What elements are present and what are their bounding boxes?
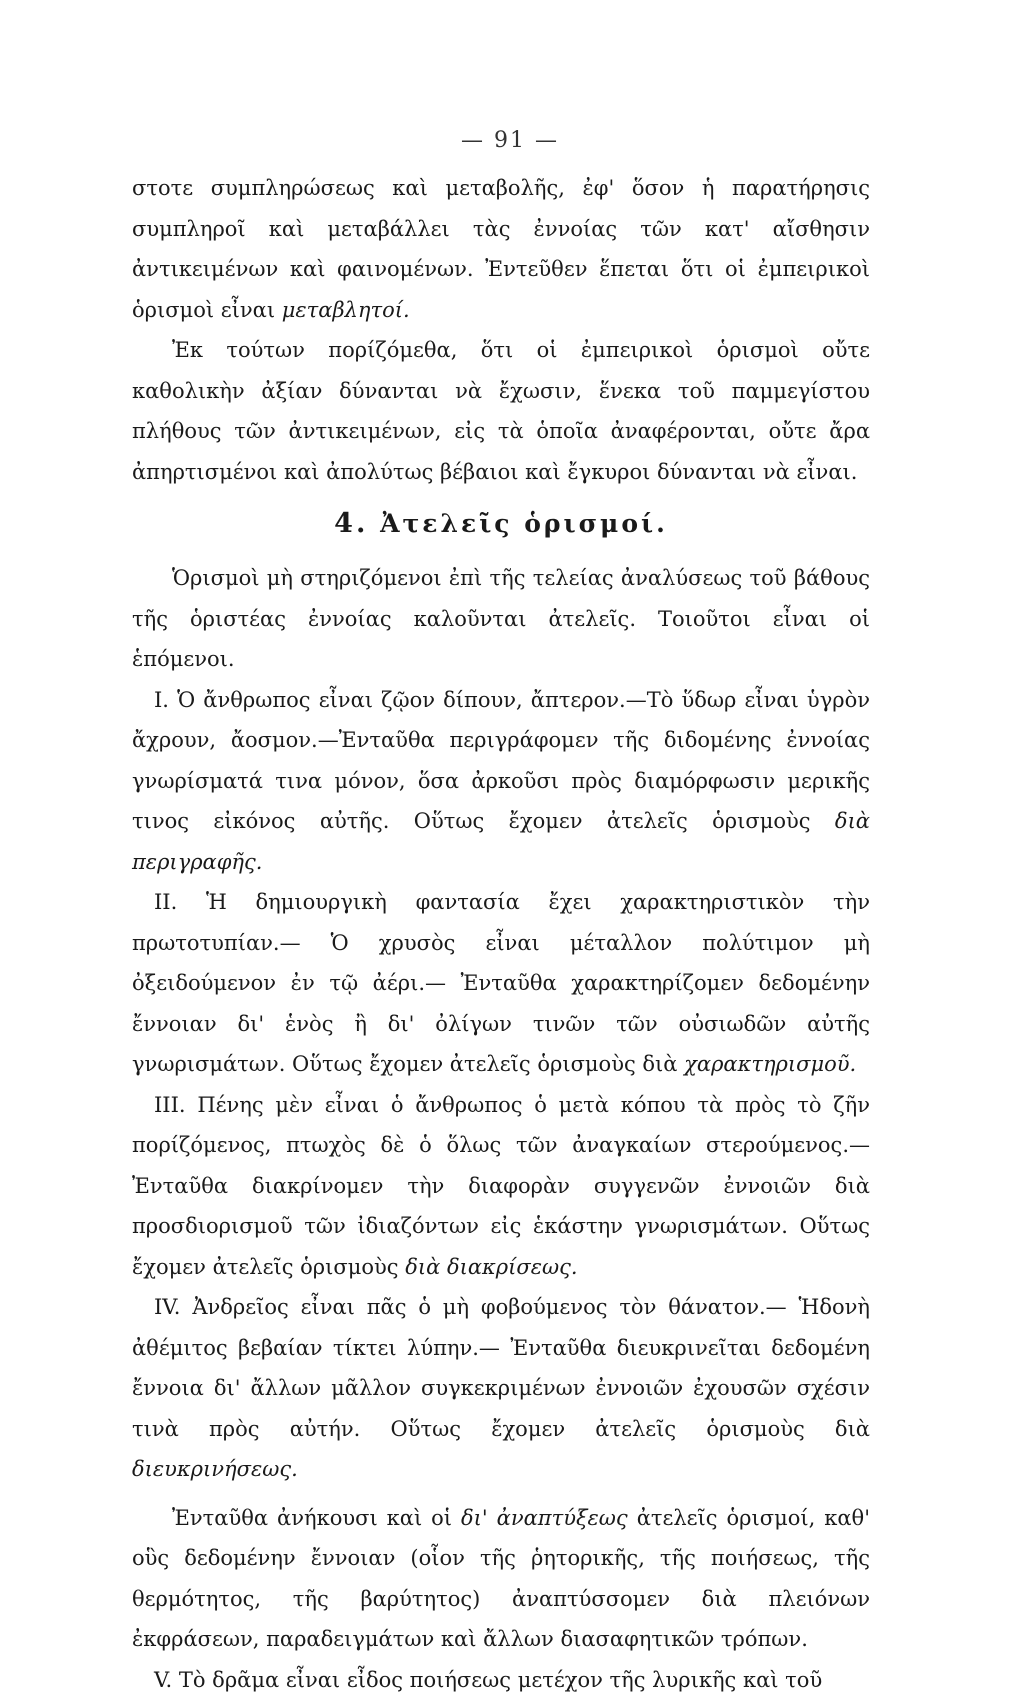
list-item: II. Ἡ δημιουργικὴ φαντασία ἔχει χαρακτηριστικὸν τὴν πρωτοτυπίαν.— Ὁ χρυσὸς εἶναι μέταλλον πολύτιμον μὴ ὀξειδούμενον ἐν τῷ ἀέρι.— Ἐνταῦθα χαρακτηρίζομεν δεδομένην ἔννοιαν δι' ἑνὸς ἢ δι' ὀλίγων τινῶν τῶν οὐσιωδῶν αὐτῆς γνωρισμάτων. Οὕτως ἔχομεν ἀτελεῖς ὁρισμοὺς διὰ χαρακτηρισμοῦ.	[132, 882, 870, 1085]
paragraph: στοτε συμπληρώσεως καὶ μεταβολῆς, ἐφ' ὅσον ἡ παρατήρησις συμπληροῖ καὶ μεταβάλλει τὰς ἐννοίας τῶν κατ' αἴσθησιν ἀντικειμένων καὶ φαινομένων. Ἐντεῦθεν ἕπεται ὅτι οἱ ἐμπειρικοὶ ὁρισμοὶ εἶναι μεταβλητοί.	[132, 168, 870, 330]
item-label: IV.	[154, 1295, 180, 1319]
emphasis: διὰ διακρίσεως.	[405, 1255, 577, 1279]
emphasis: χαρακτηρισμοῦ.	[684, 1052, 856, 1076]
section-number: 4.	[334, 508, 368, 539]
paragraph: Ἐκ τούτων πορίζόμεθα, ὅτι οἱ ἐμπειρικοὶ ὁρισμοὶ οὔτε καθολικὴν ἀξίαν δύνανται νὰ ἔχωσιν, ἕνεκα τοῦ παμμεγίστου πλήθους τῶν ἀντικειμένων, εἰς τὰ ὁποῖα ἀναφέρονται, οὔτε ἄρα ἀπηρτισμένοι καὶ ἀπολύτως βέβαιοι καὶ ἔγκυροι δύνανται νὰ εἶναι.	[132, 330, 870, 492]
emphasis: διευκρινήσεως.	[132, 1457, 298, 1481]
emphasis: μεταβλητοί.	[282, 298, 410, 322]
emphasis: διὰ περιγραφῆς.	[132, 809, 870, 874]
item-label: II.	[154, 890, 177, 914]
item-label: I.	[154, 688, 169, 712]
section-title: Ἀτελεῖς ὁρισμοί.	[380, 509, 668, 538]
item-label: III.	[154, 1093, 186, 1117]
paragraph: Ἐνταῦθα ἀνήκουσι καὶ οἱ δι' ἀναπτύξεως ἀτελεῖς ὁρισμοί, καθ' οὓς δεδομένην ἔννοιαν (οἷον τῆς ῥητορικῆς, τῆς ποιήσεως, τῆς θερμότητος, τῆς βαρύτητος) ἀναπτύσσομεν διὰ πλειόνων ἐκφράσεων, παραδειγμάτων καὶ ἄλλων διασαφητικῶν τρόπων.	[132, 1498, 870, 1660]
body-text	[132, 168, 870, 1700]
list-item: III. Πένης μὲν εἶναι ὁ ἄνθρωπος ὁ μετὰ κόπου τὰ πρὸς τὸ ζῆν πορίζόμενος, πτωχὸς δὲ ὁ ὅλως τῶν ἀναγκαίων στερούμενος.—Ἐνταῦθα διακρίνομεν τὴν διαφορὰν συγγενῶν ἐννοιῶν διὰ προσδιορισμοῦ τῶν ἰδιαζόντων εἰς ἑκάστην γνωρισμάτων. Οὕτως ἔχομεν ἀτελεῖς ὁρισμοὺς διὰ διακρίσεως.	[132, 1085, 870, 1288]
emphasis: δι' ἀναπτύξεως	[461, 1506, 628, 1530]
list-item: I. Ὁ ἄνθρωπος εἶναι ζῷον δίπουν, ἄπτερον.—Τὸ ὕδωρ εἶναι ὑγρὸν ἄχρουν, ἄοσμον.—Ἐνταῦθα περιγράφομεν τῆς διδομένης ἐννοίας γνωρίσματά τινα μόνον, ὅσα ἀρκοῦσι πρὸς διαμόρφωσιν μερικῆς τινος εἰκόνος αὐτῆς. Οὕτως ἔχομεν ἀτελεῖς ὁρισμοὺς διὰ περιγραφῆς.	[132, 680, 870, 883]
page-number: — 91 —	[0, 128, 1020, 153]
section-heading	[132, 504, 870, 544]
list-item: V. Τὸ δρᾶμα εἶναι εἶδος ποιήσεως μετέχον τῆς λυρικῆς καὶ τοῦ	[132, 1660, 870, 1700]
paragraph: Ὁρισμοὶ μὴ στηριζόμενοι ἐπὶ τῆς τελείας ἀναλύσεως τοῦ βάθους τῆς ὁριστέας ἐννοίας καλοῦνται ἀτελεῖς. Τοιοῦτοι εἶναι οἱ ἑπόμενοι.	[132, 558, 870, 680]
item-label: V.	[154, 1668, 172, 1692]
list-item: IV. Ἀνδρεῖος εἶναι πᾶς ὁ μὴ φοβούμενος τὸν θάνατον.— Ἡδονὴ ἀθέμιτος βεβαίαν τίκτει λύπην.— Ἐνταῦθα διευκρινεῖται δεδομένη ἔννοια δι' ἄλλων μᾶλλον συγκεκριμένων ἐννοιῶν ἐχουσῶν σχέσιν τινὰ πρὸς αὐτήν. Οὕτως ἔχομεν ἀτελεῖς ὁρισμοὺς διὰ διευκρινήσεως.	[132, 1287, 870, 1490]
